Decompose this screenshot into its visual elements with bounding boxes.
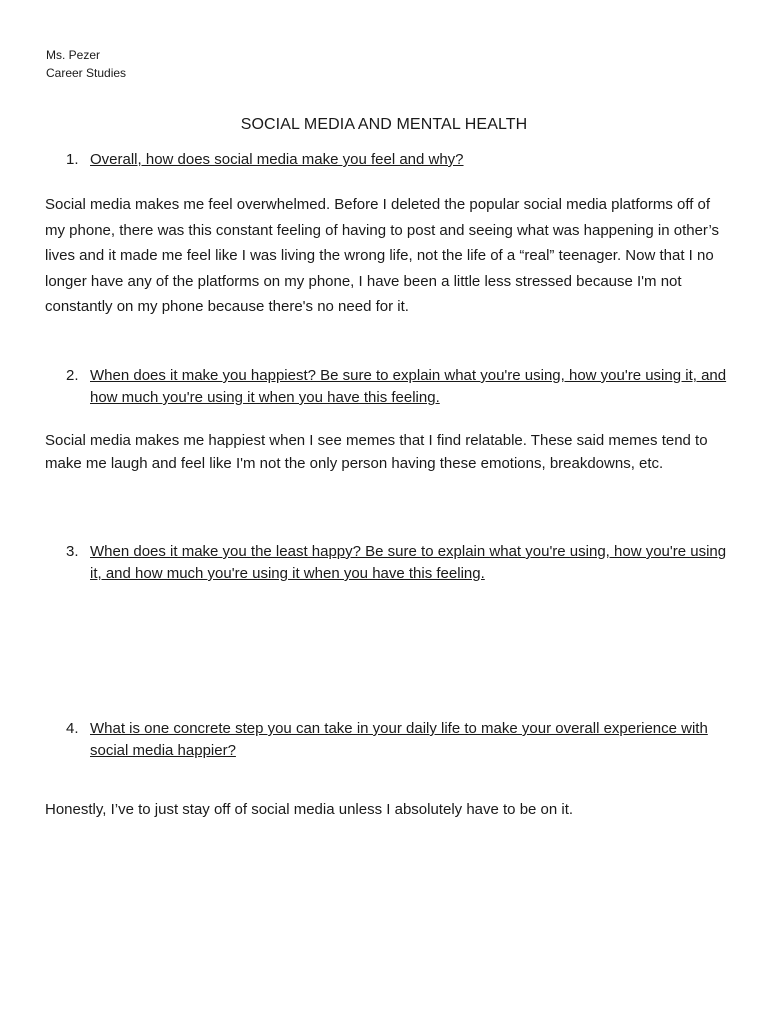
question-number: 3.	[66, 543, 79, 560]
question-text: When does it make you happiest? Be sure to explain what you're using, how you're using it, and how much you're using it when you have this feeling.	[90, 367, 727, 406]
question-1	[66, 149, 730, 171]
question-text: What is one concrete step you can take in your daily life to make your overall experience with social media happier?	[90, 720, 708, 759]
question-4	[66, 718, 730, 762]
answer-4: Honestly, I’ve to just stay off of social media unless I absolutely have to be on it.	[45, 801, 574, 818]
question-number: 1.	[66, 151, 79, 168]
answer-1: Social media makes me feel overwhelmed. Before I deleted the popular social media platforms off of my phone, there was this constant feeling of having to post and seeing what was happening in other’s lives and it made me feel like I was living the wrong life, not the life of a “real” teenager. Now that I no longer have any of the platforms on my phone, I have been a little less stressed because I'm not constantly on my phone because there's no need for it.	[45, 196, 720, 316]
question-text: When does it make you the least happy? Be sure to explain what you're using, how you're using it, and how much you're using it when you have this feeling.	[90, 543, 727, 582]
answer-2: Social media makes me happiest when I see memes that I find relatable. These said memes tend to make me laugh and feel like I'm not the only person having these emotions, breakdowns, etc.	[45, 432, 708, 472]
question-number: 2.	[66, 367, 79, 384]
question-3	[66, 541, 730, 585]
teacher-name: Ms. Pezer	[46, 48, 101, 62]
question-number: 4.	[66, 720, 79, 737]
question-2	[66, 365, 730, 409]
document-title: SOCIAL MEDIA AND MENTAL HEALTH	[240, 116, 528, 133]
question-text: Overall, how does social media make you feel and why?	[90, 151, 464, 168]
course-name: Career Studies	[46, 66, 127, 80]
